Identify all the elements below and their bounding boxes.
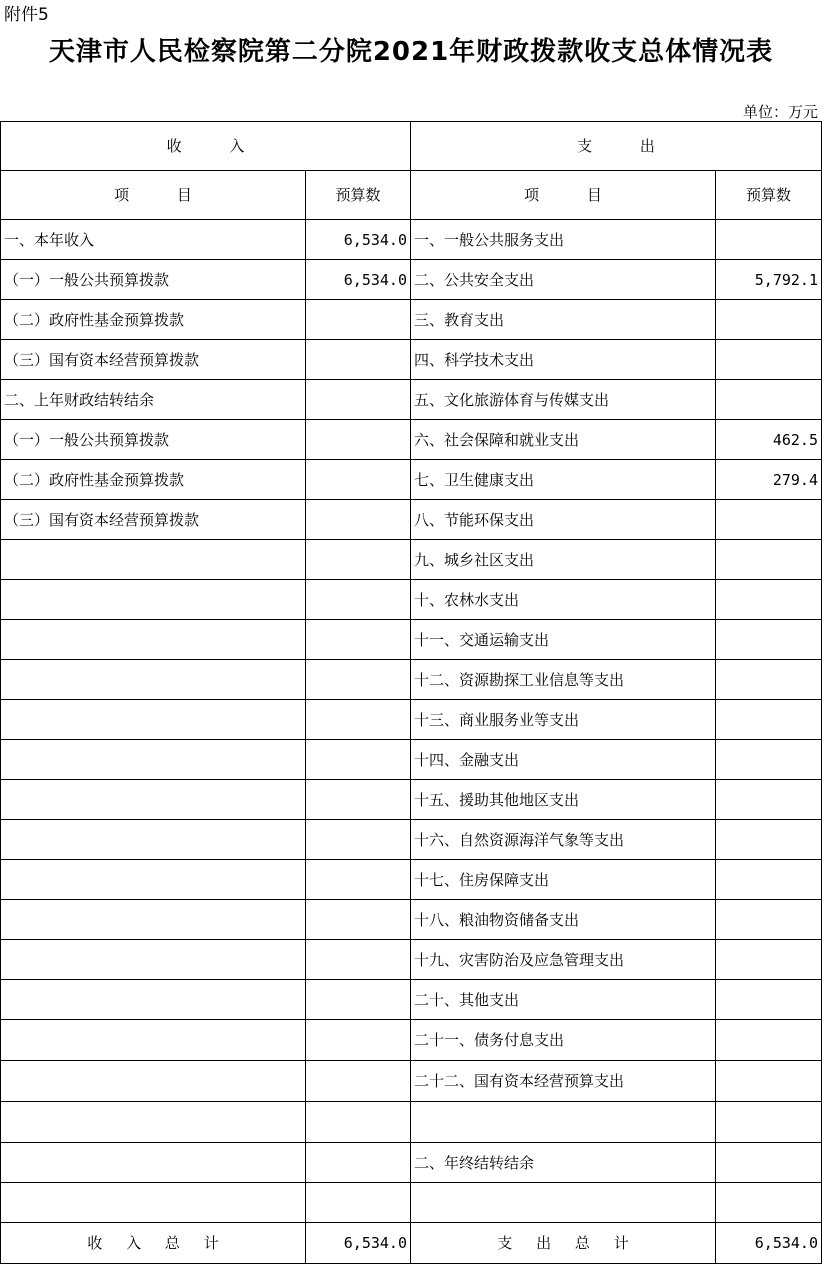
income-item-cell [1, 1102, 306, 1143]
income-item-cell [1, 1020, 306, 1061]
income-item-cell [1, 1061, 306, 1102]
table-row [1, 660, 822, 700]
table-row [1, 980, 822, 1020]
expense-item-cell: 一、一般公共服务支出 [411, 220, 716, 260]
expense-value-cell [716, 540, 822, 580]
income-value-cell [306, 340, 411, 380]
income-item-header: 项 目 [1, 171, 306, 220]
expense-budget-header: 预算数 [716, 171, 822, 220]
income-item-cell [1, 660, 306, 700]
expense-value-cell [716, 740, 822, 780]
expense-value-cell [716, 660, 822, 700]
income-item-cell: 一、本年收入 [1, 220, 306, 260]
income-value-cell [306, 660, 411, 700]
expense-value-cell [716, 1102, 822, 1143]
table-row [1, 540, 822, 580]
table-row [1, 860, 822, 900]
income-value-cell [306, 1102, 411, 1143]
expense-value-cell [716, 1061, 822, 1102]
income-item-cell: （三）国有资本经营预算拨款 [1, 500, 306, 540]
expense-item-cell: 八、节能环保支出 [411, 500, 716, 540]
expense-value-cell: 5,792.1 [716, 260, 822, 300]
expense-item-cell: 十七、住房保障支出 [411, 860, 716, 900]
income-budget-header: 预算数 [306, 171, 411, 220]
income-item-cell [1, 820, 306, 860]
income-item-cell [1, 1143, 306, 1183]
expense-value-cell [716, 780, 822, 820]
expense-value-cell [716, 380, 822, 420]
income-item-cell: 二、上年财政结转结余 [1, 380, 306, 420]
expense-total-value: 6,534.0 [716, 1223, 822, 1264]
expense-item-cell: 三、教育支出 [411, 300, 716, 340]
expense-section-header: 支 出 [411, 122, 822, 171]
table-row [1, 460, 822, 500]
expense-value-cell [716, 620, 822, 660]
table-row [1, 260, 822, 300]
income-item-cell [1, 700, 306, 740]
table-body [1, 220, 822, 1223]
expense-item-cell: 四、科学技术支出 [411, 340, 716, 380]
income-item-cell: （一）一般公共预算拨款 [1, 420, 306, 460]
expense-item-cell: 十四、金融支出 [411, 740, 716, 780]
table-row [1, 1102, 822, 1143]
table-row [1, 1143, 822, 1183]
income-value-cell [306, 300, 411, 340]
expense-item-cell: 十三、商业服务业等支出 [411, 700, 716, 740]
table-row [1, 300, 822, 340]
table-row [1, 740, 822, 780]
expense-item-cell [411, 1183, 716, 1223]
table-row [1, 940, 822, 980]
income-value-cell [306, 700, 411, 740]
section-header-row [1, 122, 822, 171]
table-row [1, 1020, 822, 1061]
attachment-label: 附件5 [4, 5, 49, 25]
expense-value-cell [716, 1020, 822, 1061]
table-row [1, 340, 822, 380]
expense-value-cell: 462.5 [716, 420, 822, 460]
column-header-row [1, 171, 822, 220]
expense-value-cell [716, 1183, 822, 1223]
income-value-cell [306, 860, 411, 900]
income-value-cell [306, 740, 411, 780]
income-total-label: 收 入 总 计 [1, 1223, 306, 1264]
income-item-cell [1, 940, 306, 980]
expense-value-cell [716, 940, 822, 980]
expense-item-cell: 十、农林水支出 [411, 580, 716, 620]
income-value-cell: 6,534.0 [306, 260, 411, 300]
unit-label: 单位：万元 [742, 103, 818, 121]
income-item-cell [1, 740, 306, 780]
income-value-cell [306, 780, 411, 820]
expense-value-cell [716, 580, 822, 620]
page-title: 天津市人民检察院第二分院2021年财政拨款收支总体情况表 [48, 37, 774, 67]
table-row [1, 900, 822, 940]
income-item-cell [1, 540, 306, 580]
income-item-cell [1, 620, 306, 660]
income-total-value: 6,534.0 [306, 1223, 411, 1264]
table-row [1, 420, 822, 460]
income-item-cell [1, 580, 306, 620]
expense-item-cell [411, 1102, 716, 1143]
expense-value-cell [716, 300, 822, 340]
table-row [1, 380, 822, 420]
table-row [1, 580, 822, 620]
expense-item-cell: 二十一、债务付息支出 [411, 1020, 716, 1061]
income-item-cell [1, 980, 306, 1020]
income-value-cell [306, 1183, 411, 1223]
budget-table [0, 121, 822, 1264]
income-value-cell [306, 900, 411, 940]
income-item-cell: （二）政府性基金预算拨款 [1, 300, 306, 340]
income-value-cell [306, 820, 411, 860]
table-row [1, 500, 822, 540]
income-item-cell: （一）一般公共预算拨款 [1, 260, 306, 300]
expense-item-cell: 二、年终结转结余 [411, 1143, 716, 1183]
expense-item-cell: 十二、资源勘探工业信息等支出 [411, 660, 716, 700]
expense-item-cell: 十一、交通运输支出 [411, 620, 716, 660]
income-section-header: 收 入 [1, 122, 411, 171]
expense-item-cell: 十六、自然资源海洋气象等支出 [411, 820, 716, 860]
income-value-cell [306, 420, 411, 460]
income-value-cell [306, 380, 411, 420]
expense-value-cell: 279.4 [716, 460, 822, 500]
expense-value-cell [716, 500, 822, 540]
income-item-cell [1, 780, 306, 820]
income-value-cell [306, 460, 411, 500]
income-value-cell [306, 540, 411, 580]
expense-item-cell: 七、卫生健康支出 [411, 460, 716, 500]
income-item-cell [1, 1183, 306, 1223]
income-value-cell [306, 580, 411, 620]
expense-total-label: 支 出 总 计 [411, 1223, 716, 1264]
expense-value-cell [716, 820, 822, 860]
table-row [1, 1183, 822, 1223]
table-row [1, 620, 822, 660]
table-row [1, 700, 822, 740]
income-value-cell [306, 620, 411, 660]
income-value-cell [306, 1061, 411, 1102]
income-item-cell [1, 900, 306, 940]
income-item-cell: （二）政府性基金预算拨款 [1, 460, 306, 500]
income-value-cell [306, 980, 411, 1020]
table-row [1, 780, 822, 820]
expense-value-cell [716, 1143, 822, 1183]
expense-item-cell: 二、公共安全支出 [411, 260, 716, 300]
table-row [1, 820, 822, 860]
income-value-cell: 6,534.0 [306, 220, 411, 260]
income-value-cell [306, 500, 411, 540]
expense-value-cell [716, 700, 822, 740]
expense-item-cell: 五、文化旅游体育与传媒支出 [411, 380, 716, 420]
income-value-cell [306, 1020, 411, 1061]
expense-item-cell: 二十二、国有资本经营预算支出 [411, 1061, 716, 1102]
expense-value-cell [716, 220, 822, 260]
income-value-cell [306, 940, 411, 980]
expense-item-cell: 六、社会保障和就业支出 [411, 420, 716, 460]
expense-value-cell [716, 340, 822, 380]
expense-item-cell: 二十、其他支出 [411, 980, 716, 1020]
expense-item-cell: 十八、粮油物资储备支出 [411, 900, 716, 940]
expense-item-cell: 九、城乡社区支出 [411, 540, 716, 580]
income-value-cell [306, 1143, 411, 1183]
expense-item-cell: 十五、援助其他地区支出 [411, 780, 716, 820]
totals-row [1, 1223, 822, 1264]
expense-value-cell [716, 860, 822, 900]
table-row [1, 1061, 822, 1102]
expense-value-cell [716, 900, 822, 940]
table-row [1, 220, 822, 260]
expense-value-cell [716, 980, 822, 1020]
income-item-cell: （三）国有资本经营预算拨款 [1, 340, 306, 380]
expense-item-header: 项 目 [411, 171, 716, 220]
expense-item-cell: 十九、灾害防治及应急管理支出 [411, 940, 716, 980]
income-item-cell [1, 860, 306, 900]
